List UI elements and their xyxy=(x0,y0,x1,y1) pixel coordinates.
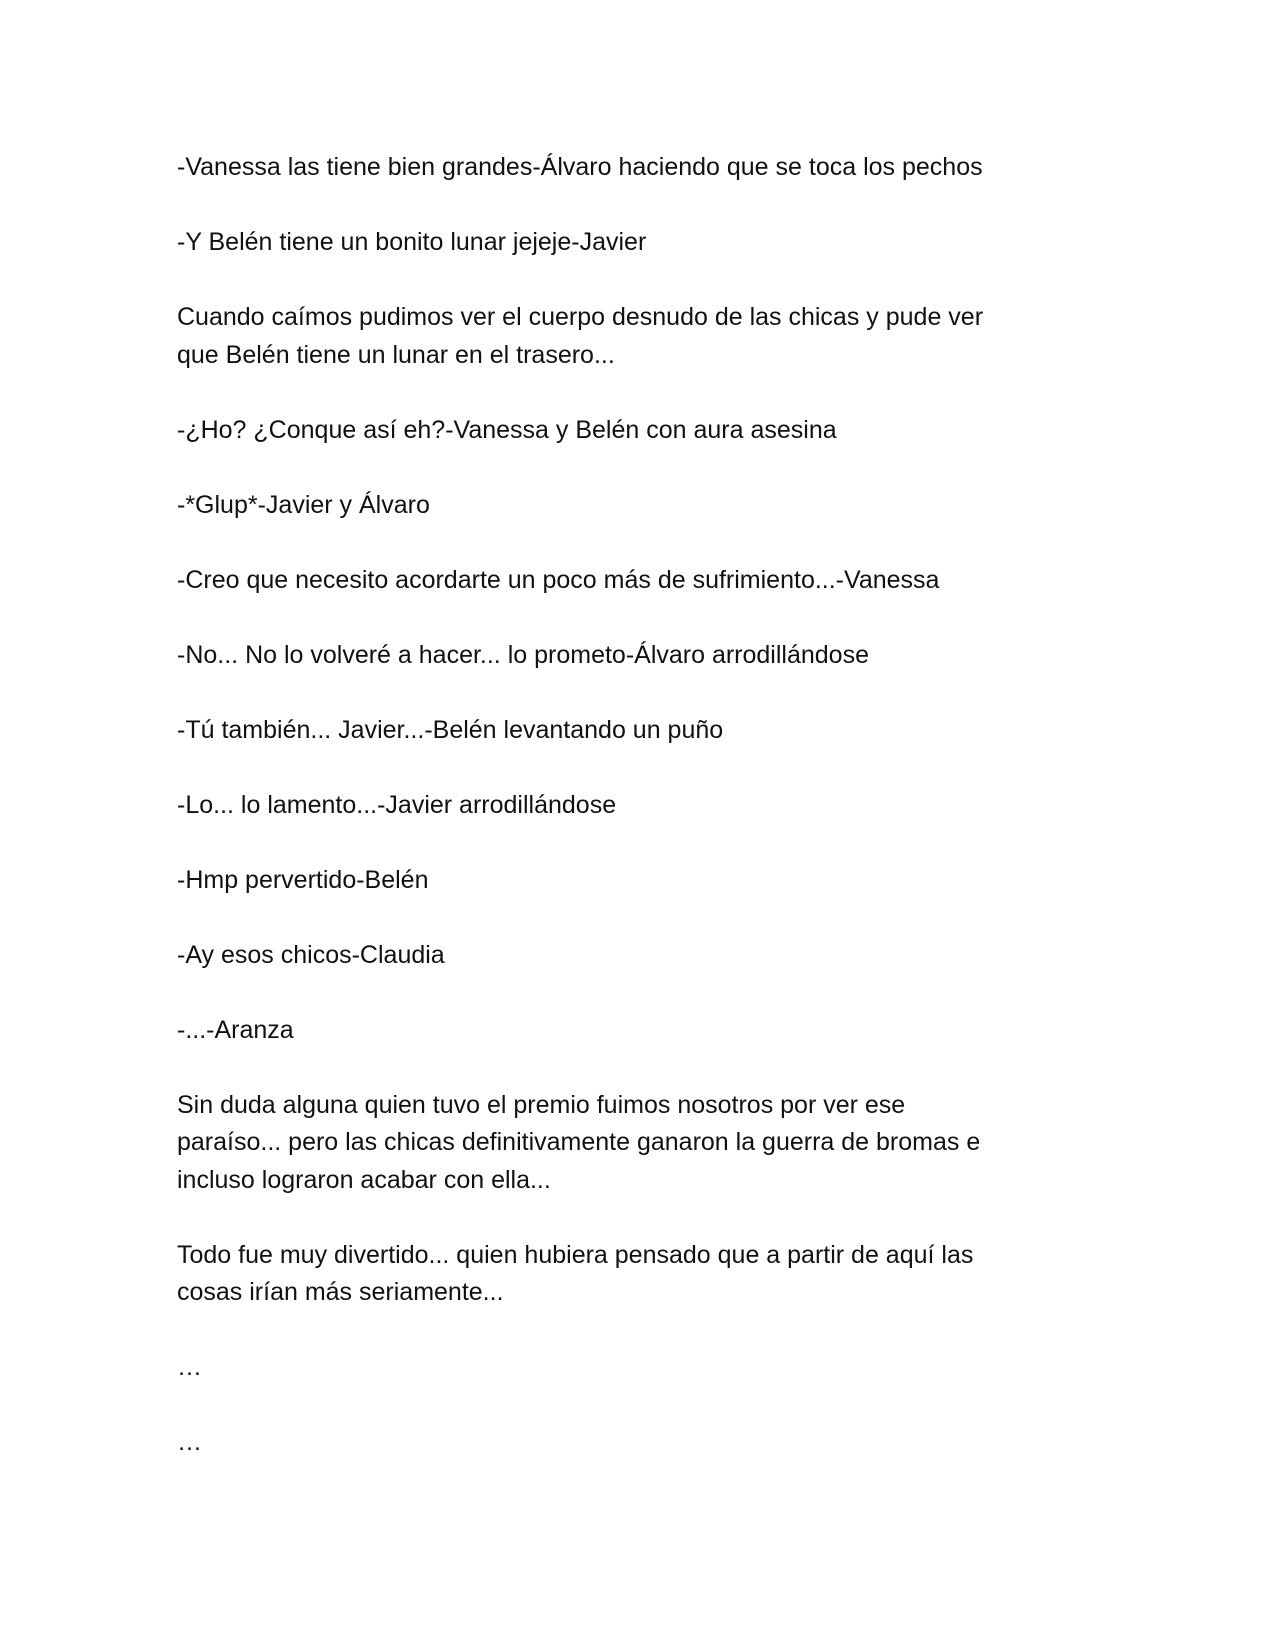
paragraph: -¿Ho? ¿Conque así eh?-Vanessa y Belén con aura asesina xyxy=(177,415,837,444)
paragraph: -Hmp pervertido-Belén xyxy=(177,865,429,894)
paragraph: -Lo... lo lamento...-Javier arrodillándose xyxy=(177,790,617,819)
paragraph: Todo fue muy divertido... quien hubiera pensado que a partir de aquí las cosas irían más seriamente... xyxy=(177,1240,974,1306)
paragraph: -*Glup*-Javier y Álvaro xyxy=(177,490,430,519)
paragraph: -Tú también... Javier...-Belén levantando un puño xyxy=(177,715,724,744)
paragraph: … xyxy=(177,1428,202,1456)
paragraph: -Ay esos chicos-Claudia xyxy=(177,940,445,969)
paragraph: … xyxy=(177,1353,202,1381)
paragraph: -Vanessa las tiene bien grandes-Álvaro haciendo que se toca los pechos xyxy=(177,153,983,181)
paragraph: -Y Belén tiene un bonito lunar jejeje-Javier xyxy=(177,228,647,256)
paragraph: Cuando caímos pudimos ver el cuerpo desnudo de las chicas y pude ver que Belén tiene un lunar en el trasero... xyxy=(177,303,984,369)
paragraph: Sin duda alguna quien tuvo el premio fuimos nosotros por ver ese paraíso... pero las chicas definitivamente ganaron la guerra de bromas e incluso lograron acabar con ella... xyxy=(177,1090,981,1194)
paragraph: -No... No lo volveré a hacer... lo prometo-Álvaro arrodillándose xyxy=(177,640,869,669)
document-body xyxy=(177,149,1107,1499)
paragraph: -Creo que necesito acordarte un poco más de sufrimiento...-Vanessa xyxy=(177,565,940,594)
paragraph: -...-Aranza xyxy=(177,1015,294,1044)
